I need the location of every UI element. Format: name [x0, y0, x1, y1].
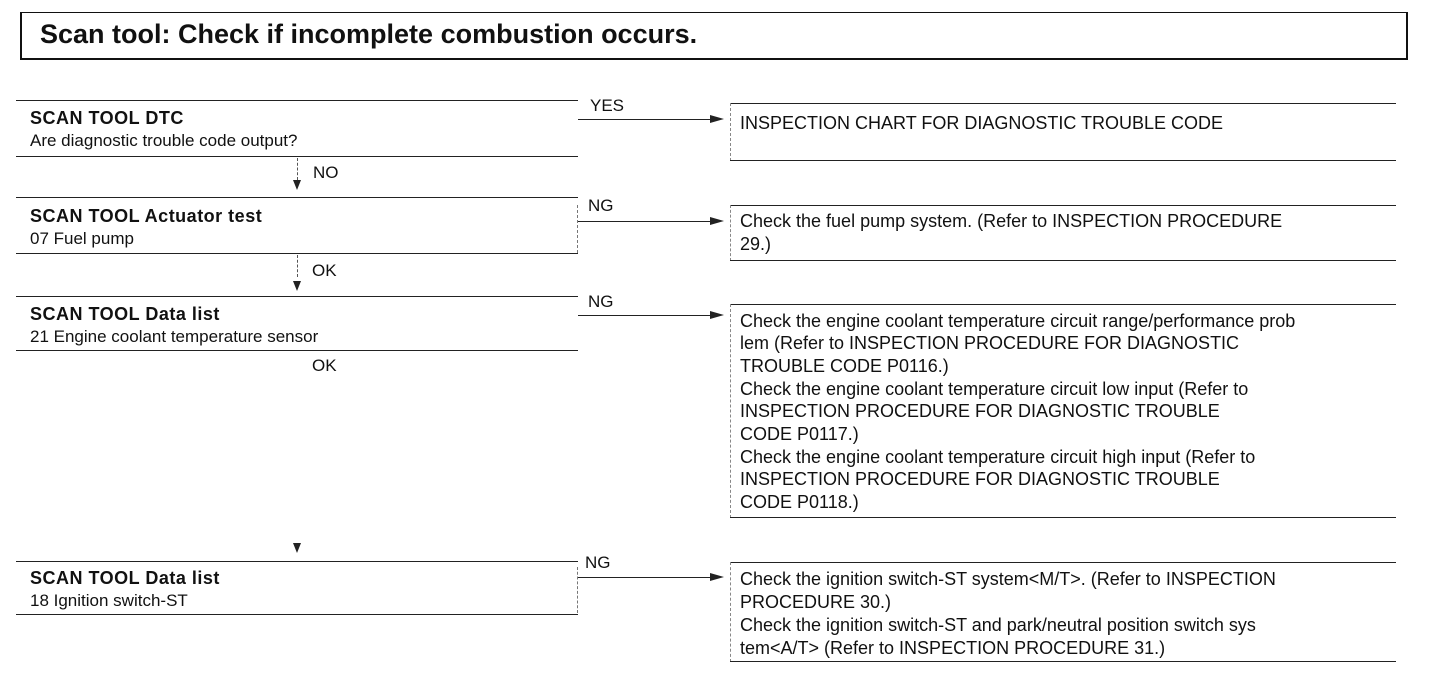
result-text-line: lem (Refer to INSPECTION PROCEDURE FOR DIAGNOSTIC	[740, 333, 1240, 353]
arrow-down-icon	[293, 180, 301, 190]
result-text-line: CODE P0118.)	[740, 492, 859, 512]
result-text-line: Check the engine coolant temperature circuit range/performance prob	[740, 311, 1296, 331]
branch-label-no: NO	[313, 163, 339, 182]
result-text-line: Check the ignition switch-ST system<M/T>. (Refer to INSPECTION	[740, 569, 1276, 589]
step-heading: SCAN TOOL Data list	[30, 568, 220, 588]
connector-line	[578, 577, 710, 578]
result-box-ignition	[730, 562, 1396, 662]
branch-label-ng: NG	[588, 196, 614, 215]
result-text: INSPECTION CHART FOR DIAGNOSTIC TROUBLE CODE	[740, 113, 1224, 133]
arrow-right-icon	[710, 311, 724, 319]
result-text-line: CODE P0117.)	[740, 424, 859, 444]
result-text-line: PROCEDURE 30.)	[740, 592, 892, 612]
result-text-line: Check the engine coolant temperature circuit low input (Refer to	[740, 379, 1249, 399]
arrow-down-icon	[293, 543, 301, 553]
result-text-line: Check the ignition switch-ST and park/neutral position switch sys	[740, 615, 1256, 635]
step-item: 18 Ignition switch-ST	[30, 591, 188, 610]
branch-label-ok: OK	[312, 261, 337, 280]
result-text-line: INSPECTION PROCEDURE FOR DIAGNOSTIC TROUBLE	[740, 401, 1220, 421]
branch-label-ng: NG	[585, 553, 611, 572]
step-actuator-test	[16, 197, 578, 255]
arrow-right-icon	[710, 217, 724, 225]
page-title: Scan tool: Check if incomplete combustion occurs.	[40, 19, 698, 49]
step-question: Are diagnostic trouble code output?	[30, 131, 298, 150]
result-box-coolant	[730, 304, 1396, 518]
connector-line	[578, 221, 710, 222]
result-text-line: Check the engine coolant temperature circuit high input (Refer to	[740, 447, 1256, 467]
step-data-list-ignition	[16, 561, 578, 615]
branch-label-yes: YES	[590, 96, 625, 115]
arrow-down-icon	[293, 281, 301, 291]
result-text-line: Check the fuel pump system. (Refer to INSPECTION PROCEDURE	[740, 211, 1283, 231]
arrow-right-icon	[710, 115, 724, 123]
step-item: 07 Fuel pump	[30, 229, 134, 248]
result-text-line: INSPECTION PROCEDURE FOR DIAGNOSTIC TROUBLE	[740, 469, 1220, 489]
step-heading: SCAN TOOL Data list	[30, 304, 220, 324]
branch-label-ng: NG	[588, 292, 614, 311]
step-heading: SCAN TOOL Actuator test	[30, 206, 263, 226]
result-box-fuel-pump	[730, 205, 1396, 261]
step-item: 21 Engine coolant temperature sensor	[30, 327, 319, 346]
step-heading: SCAN TOOL DTC	[30, 108, 184, 128]
result-box-dtc-chart	[730, 103, 1396, 161]
step-data-list-coolant	[16, 296, 578, 352]
connector-line	[578, 315, 710, 316]
branch-label-ok: OK	[312, 356, 337, 375]
arrow-right-icon	[710, 573, 724, 581]
step-dtc	[16, 100, 578, 160]
connector-line	[578, 119, 710, 120]
connector-line	[297, 255, 298, 277]
result-text-line: tem<A/T> (Refer to INSPECTION PROCEDURE 31.)	[740, 638, 1166, 658]
connector-line	[297, 158, 298, 180]
result-text-line: TROUBLE CODE P0116.)	[740, 356, 949, 376]
title-box	[20, 12, 1408, 60]
result-text-line: 29.)	[740, 234, 772, 254]
